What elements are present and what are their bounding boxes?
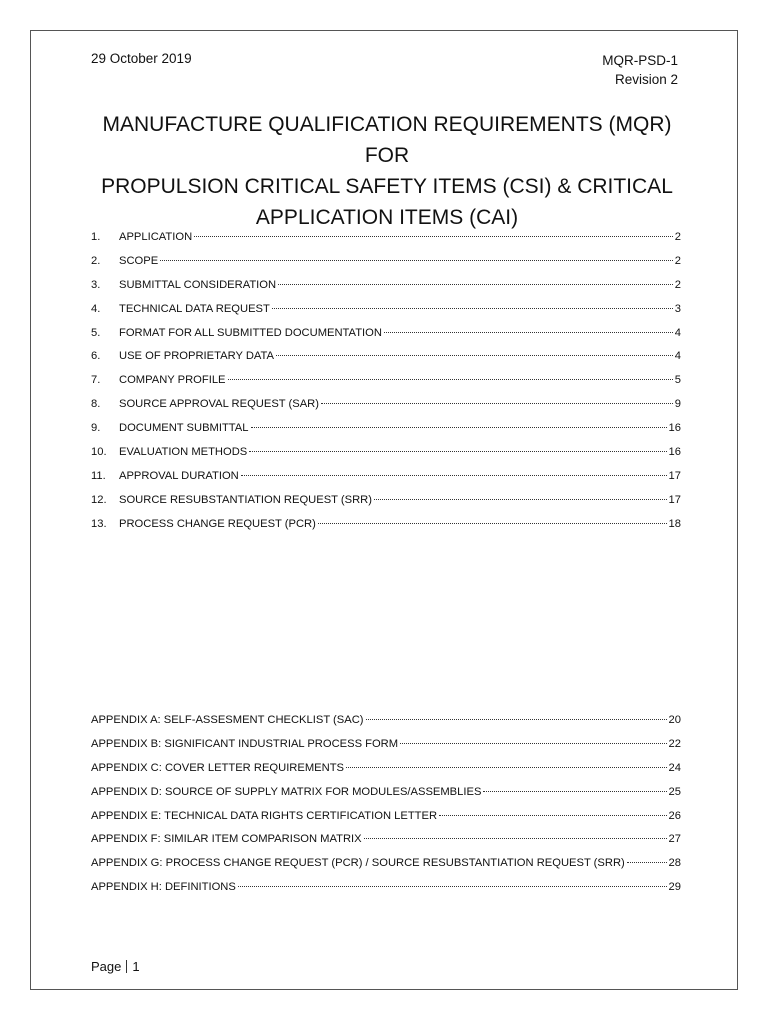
toc-entry-label: SOURCE APPROVAL REQUEST (SAR)	[119, 398, 319, 411]
document-page	[30, 30, 738, 990]
toc-entry-number: 1.	[91, 231, 101, 243]
toc-entry-label: PROCESS CHANGE REQUEST (PCR)	[119, 517, 316, 530]
toc-entry-number: 12.	[91, 493, 107, 506]
toc-entry-page: 18	[668, 517, 681, 530]
toc-entry-label: SCOPE	[119, 254, 159, 267]
toc-entry-page: 2	[674, 254, 681, 267]
toc-appendix-entry[interactable]	[91, 714, 681, 738]
toc-entry[interactable]	[91, 279, 681, 303]
toc-entry-page: 22	[668, 737, 681, 750]
toc-entry-page: 16	[668, 422, 681, 435]
toc-entry-number: 11.	[91, 469, 106, 482]
toc-entry-label: APPROVAL DURATION	[119, 469, 239, 482]
toc-entry-label: APPENDIX G: PROCESS CHANGE REQUEST (PCR) / SOURCE RESUBSTANTIATION REQUEST (SRR)	[91, 857, 625, 870]
toc-entry[interactable]	[91, 518, 681, 542]
toc-entry-page: 28	[668, 857, 681, 870]
header-doc-id: MQR-PSD-1	[602, 53, 678, 68]
toc-entry-number: 8.	[91, 398, 101, 411]
toc-entry-number: 6.	[91, 350, 101, 363]
toc-appendix-entry[interactable]	[91, 738, 681, 762]
toc-dot-leader	[439, 815, 667, 816]
toc-entry-page: 25	[668, 785, 681, 798]
toc-entry-number: 2.	[91, 254, 101, 267]
toc-entry[interactable]	[91, 398, 681, 422]
header-revision: Revision 2	[614, 72, 678, 87]
toc-entry-number: 10.	[91, 446, 107, 459]
toc-entry-label: TECHNICAL DATA REQUEST	[119, 302, 270, 315]
footer-page-word: Page	[91, 959, 122, 974]
toc-entry-label: APPLICATION	[119, 231, 193, 243]
toc-entry-number: 9.	[91, 422, 101, 435]
toc-entry-label: APPENDIX H: DEFINITIONS	[91, 881, 236, 894]
toc-entry-label: APPENDIX C: COVER LETTER REQUIREMENTS	[91, 761, 345, 774]
toc-dot-leader	[627, 862, 667, 863]
toc-dot-leader	[318, 523, 667, 524]
toc-dot-leader	[276, 355, 673, 356]
document-title	[91, 109, 683, 233]
toc-entry-label: APPENDIX B: SIGNIFICANT INDUSTRIAL PROCESS FORM	[91, 737, 399, 750]
toc-entry-number: 4.	[91, 302, 101, 315]
toc-entry-number: 7.	[91, 374, 101, 387]
toc-dot-leader	[278, 284, 673, 285]
toc-entry-page: 2	[674, 278, 681, 291]
title-line-2: PROPULSION CRITICAL SAFETY ITEMS (CSI) & CRITICAL	[101, 175, 673, 198]
toc-entry-page: 27	[668, 833, 681, 846]
toc-entry-page: 2	[674, 231, 681, 243]
toc-dot-leader	[272, 308, 673, 309]
toc-entry-page: 16	[668, 446, 681, 459]
toc-entry-label: FORMAT FOR ALL SUBMITTED DOCUMENTATION	[119, 326, 382, 339]
toc-entry-page: 5	[674, 374, 681, 387]
toc-entry-number: 13.	[91, 517, 107, 530]
toc-dot-leader	[374, 499, 667, 500]
toc-entry-label: APPENDIX A: SELF-ASSESMENT CHECKLIST (SAC)	[91, 714, 364, 726]
toc-dot-leader	[251, 427, 667, 428]
toc-dot-leader	[364, 838, 667, 839]
toc-appendix-entry[interactable]	[91, 810, 681, 834]
toc-entry-label: COMPANY PROFILE	[119, 374, 226, 387]
toc-dot-leader	[384, 332, 673, 333]
toc-appendix-entry[interactable]	[91, 833, 681, 857]
toc-entry-page: 24	[668, 761, 681, 774]
toc-appendix-entry[interactable]	[91, 857, 681, 881]
toc-entry-label: DOCUMENT SUBMITTAL	[119, 422, 249, 435]
header-date: 29 October 2019	[91, 51, 192, 66]
toc-entry-page: 20	[668, 714, 681, 726]
toc-entry-label: SOURCE RESUBSTANTIATION REQUEST (SRR)	[119, 493, 372, 506]
toc-entry-label: APPENDIX F: SIMILAR ITEM COMPARISON MATRIX	[91, 833, 362, 846]
toc-appendix-entry[interactable]	[91, 762, 681, 786]
toc-dot-leader	[249, 451, 666, 452]
footer-separator	[126, 960, 127, 973]
toc-dot-leader	[160, 260, 673, 261]
toc-appendices	[91, 714, 681, 905]
title-line-1: MANUFACTURE QUALIFICATION REQUIREMENTS (MQR) FOR	[102, 113, 672, 167]
toc-dot-leader	[346, 767, 667, 768]
title-line-3: APPLICATION ITEMS (CAI)	[255, 206, 519, 229]
toc-entry[interactable]	[91, 470, 681, 494]
header-doc-info	[602, 51, 678, 89]
toc-entry-page: 3	[674, 302, 681, 315]
toc-entry-page: 4	[674, 350, 681, 363]
toc-entry-label: EVALUATION METHODS	[119, 446, 248, 459]
toc-entry-label: APPENDIX E: TECHNICAL DATA RIGHTS CERTIFICATION LETTER	[91, 809, 438, 822]
toc-entry[interactable]	[91, 231, 681, 255]
toc-dot-leader	[241, 475, 667, 476]
toc-dot-leader	[321, 403, 673, 404]
toc-dot-leader	[400, 743, 666, 744]
toc-entry-page: 17	[668, 469, 681, 482]
toc-sections	[91, 231, 681, 542]
toc-entry-page: 29	[668, 881, 681, 894]
toc-entry-number: 3.	[91, 278, 101, 291]
toc-entry-page: 4	[674, 326, 681, 339]
toc-entry-label: SUBMITTAL CONSIDERATION	[119, 278, 277, 291]
toc-entry[interactable]	[91, 422, 681, 446]
toc-entry-label: USE OF PROPRIETARY DATA	[119, 350, 274, 363]
toc-entry[interactable]	[91, 374, 681, 398]
toc-entry[interactable]	[91, 303, 681, 327]
toc-appendix-entry[interactable]	[91, 786, 681, 810]
toc-entry[interactable]	[91, 255, 681, 279]
footer-page-number: 1	[132, 959, 140, 974]
toc-dot-leader	[366, 719, 667, 720]
toc-appendix-entry[interactable]	[91, 881, 681, 905]
toc-dot-leader	[483, 791, 666, 792]
toc-entry-page: 26	[668, 809, 681, 822]
toc-entry[interactable]	[91, 327, 681, 351]
toc-entry[interactable]	[91, 350, 681, 374]
page-footer	[91, 959, 140, 974]
toc-entry[interactable]	[91, 446, 681, 470]
toc-entry-number: 5.	[91, 326, 101, 339]
toc-dot-leader	[194, 236, 673, 237]
toc-dot-leader	[228, 379, 673, 380]
toc-dot-leader	[238, 886, 667, 887]
toc-entry-page: 17	[668, 493, 681, 506]
toc-entry-label: APPENDIX D: SOURCE OF SUPPLY MATRIX FOR MODULES/ASSEMBLIES	[91, 785, 482, 798]
toc-entry-page: 9	[674, 398, 681, 411]
toc-entry[interactable]	[91, 494, 681, 518]
